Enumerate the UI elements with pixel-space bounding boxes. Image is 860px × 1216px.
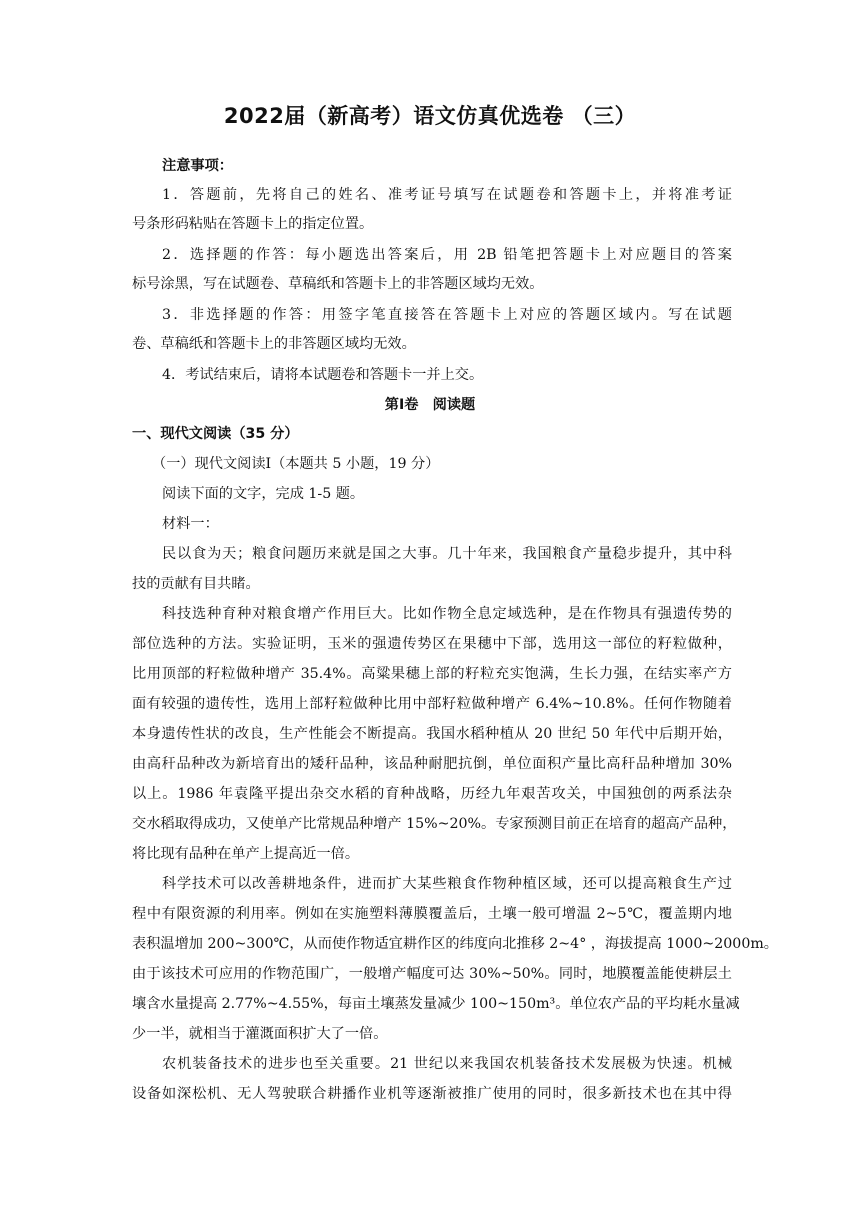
section-heading: 一、现代文阅读（35 分） bbox=[132, 426, 299, 442]
paragraph-2-line-6: 由高秆品种改为新培育出的矮秆品种，该品种耐肥抗倒，单位面积产量比高秆品种增加 30% bbox=[132, 756, 732, 772]
paragraph-2-line-1: 科技选种育种对粮食增产作用巨大。比如作物全息定域选种，是在作物具有强遗传势的 bbox=[162, 606, 732, 622]
paragraph-2-line-9: 将比现有品种在单产上提高近一倍。 bbox=[132, 846, 360, 862]
paragraph-3-line-2: 程中有限资源的利用率。例如在实施塑料薄膜覆盖后，土壤一般可增温 2~5℃，覆盖期内地 bbox=[132, 906, 732, 922]
paragraph-2-line-8: 交水稻取得成功，又使单产比常规品种增产 15%~20%。专家预测目前正在培育的超高产品种， bbox=[132, 816, 737, 832]
paragraph-2-line-5: 本身遗传性状的改良，生产性能会不断提高。我国水稻种植从 20 世纪 50 年代中后期开始， bbox=[132, 726, 732, 742]
paragraph-4-line-2: 设备如深松机、无人驾驶联合耕播作业机等逐渐被推广使用的同时，很多新技术也在其中得 bbox=[132, 1086, 732, 1102]
notice-item-1-line-1: 1．答题前，先将自己的姓名、准考证号填写在试题卷和答题卡上，并将准考证 bbox=[162, 187, 732, 203]
paragraph-2-line-7: 以上。1986 年袁隆平提出杂交水稻的育种战略，历经九年艰苦攻关，中国独创的两系法杂 bbox=[132, 786, 732, 802]
instruction: 阅读下面的文字，完成 1-5 题。 bbox=[162, 486, 365, 502]
paragraph-3-line-6: 少一半，就相当于灌溉面积扩大了一倍。 bbox=[132, 1026, 388, 1042]
paragraph-3-line-1: 科学技术可以改善耕地条件，进而扩大某些粮食作物种植区域，还可以提高粮食生产过 bbox=[162, 876, 732, 892]
notice-heading: 注意事项： bbox=[162, 158, 233, 174]
paragraph-3-line-3: 表积温增加 200~300℃，从而使作物适宜耕作区的纬度向北推移 2~4° ，海拔提高 1000~2000m。 bbox=[132, 936, 778, 952]
paragraph-2-line-3: 比用顶部的籽粒做种增产 35.4%。高粱果穗上部的籽粒充实饱满，生长力强，在结实率产方 bbox=[132, 666, 732, 682]
material-label: 材料一： bbox=[162, 516, 219, 532]
paragraph-3-line-4: 由于该技术可应用的作物范围广，一般增产幅度可达 30%~50%。同时，地膜覆盖能使耕层土 bbox=[132, 966, 732, 982]
part-heading: 第Ⅰ卷 阅读题 bbox=[384, 397, 476, 413]
notice-item-1-line-2: 号条形码粘贴在答题卡上的指定位置。 bbox=[132, 216, 374, 232]
paragraph-2-line-2: 部位选种的方法。实验证明，玉米的强遗传势区在果穗中下部，选用这一部位的籽粒做种， bbox=[132, 636, 732, 652]
sub-heading: （一）现代文阅读Ⅰ（本题共 5 小题，19 分） bbox=[152, 456, 440, 472]
notice-item-4: 4．考试结束后，请将本试题卷和答题卡一并上交。 bbox=[162, 367, 484, 383]
notice-item-2-line-2: 标号涂黑，写在试题卷、草稿纸和答题卡上的非答题区域均无效。 bbox=[132, 276, 544, 292]
notice-item-3-line-1: 3．非选择题的作答：用签字笔直接答在答题卡上对应的答题区域内。写在试题 bbox=[162, 307, 732, 323]
paragraph-4-line-1: 农机装备技术的进步也至关重要。21 世纪以来我国农机装备技术发展极为快速。机械 bbox=[162, 1056, 732, 1072]
paragraph-1-line-2: 技的贡献有目共睹。 bbox=[132, 576, 260, 592]
paragraph-2-line-4: 面有较强的遗传性，选用上部籽粒做种比用中部籽粒做种增产 6.4%~10.8%。任何作物随着 bbox=[132, 696, 732, 712]
paragraph-1-line-1: 民以食为天；粮食问题历来就是国之大事。几十年来，我国粮食产量稳步提升，其中科 bbox=[162, 546, 732, 562]
exam-title: 2022届（新高考）语文仿真优选卷 （三） bbox=[223, 104, 637, 128]
notice-item-2-line-1: 2．选择题的作答：每小题选出答案后，用 2B 铅笔把答题卡上对应题目的答案 bbox=[162, 247, 732, 263]
paragraph-3-line-5: 壤含水量提高 2.77%~4.55%，每亩土壤蒸发量减少 100~150m³。单位农产品的平均耗水量减 bbox=[132, 996, 740, 1012]
notice-item-3-line-2: 卷、草稿纸和答题卡上的非答题区域均无效。 bbox=[132, 336, 416, 352]
